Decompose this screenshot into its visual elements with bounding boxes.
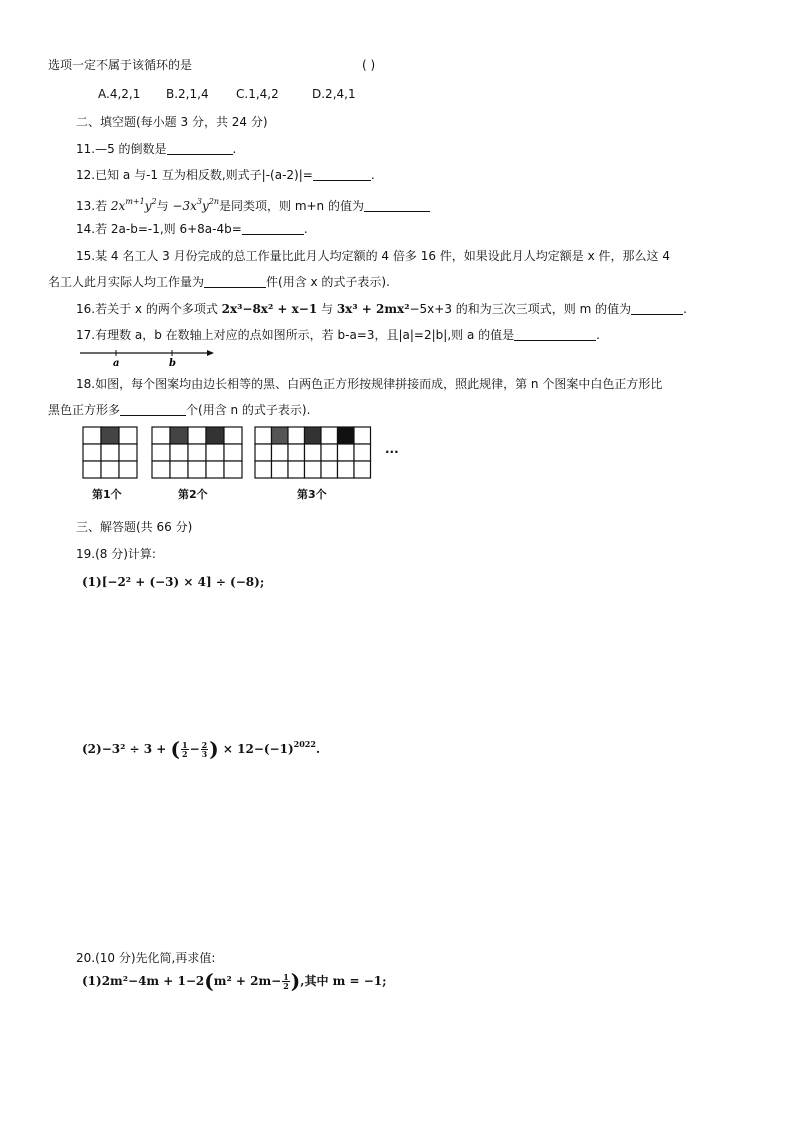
pattern-figure-3 — [254, 426, 372, 480]
q13-term1: $2x^{m+1}y^2$ — [110, 197, 157, 213]
q13-term2: $-3x^3y^{2n}$ — [172, 197, 219, 213]
q18-line1: 18.如图，每个图案均由边长相等的黑、白两色正方形按规律拼接而成，照此规律，第 n 个图案中白色正方形比 — [76, 377, 663, 391]
q15-blank[interactable] — [204, 275, 266, 288]
q16 — [76, 301, 687, 317]
q20-part1-inner: m² + 2m− — [213, 974, 282, 988]
q19-part2-pre: (2)−3² ÷ 3 + — [82, 742, 171, 756]
q19-part2: (2)−3² ÷ 3 + ( $\frac{1}{2}$ − $\frac{2}{3}$ ) × $12-(-1)^{2022}$. — [82, 737, 321, 761]
q16-poly2: 3x³ + 2mx² — [336, 302, 410, 316]
q20-part1-post: ,其中 m = −1; — [300, 974, 387, 988]
q18-blank[interactable] — [120, 403, 186, 416]
pattern-figure-1 — [82, 426, 138, 480]
number-line-arrow — [207, 350, 214, 356]
q17-text: 17.有理数 a，b 在数轴上对应的点如图所示，若 b-a=3，且|a|=2|b|,则 a 的值是 — [76, 328, 515, 342]
q10-answer-paren: ( ) — [362, 58, 376, 72]
q10-option-c: C.1,4,2 — [236, 87, 279, 101]
q19-part2-post: × 12−(−1) — [218, 742, 294, 756]
q11 — [76, 141, 236, 157]
q11-blank[interactable] — [167, 142, 233, 155]
q18-line2a: 黑色正方形多 — [48, 403, 121, 417]
q12-end: . — [370, 168, 375, 182]
q18-line2b: 个(用含 n 的式子表示). — [186, 403, 311, 417]
q10-option-a: A.4,2,1 — [98, 87, 141, 101]
q11-text: 11.—5 的倒数是 — [76, 142, 167, 156]
number-line-label-a: a — [113, 358, 120, 368]
q14-end: . — [303, 222, 308, 236]
q16-poly2-tail: −5x+3 的和为三次三项式，则 m 的值为 — [409, 302, 632, 316]
q19-part1: (1)[−2² + (−3) × 4] ÷ (−8); — [82, 575, 265, 589]
q15-line2a: 名工人此月实际人均工作量为 — [48, 275, 205, 289]
q12 — [76, 167, 375, 183]
section2-title: 二、填空题(每小题 3 分，共 24 分) — [76, 115, 268, 129]
q14 — [76, 221, 308, 237]
number-line-label-b: b — [169, 358, 176, 368]
q12-blank[interactable] — [313, 168, 371, 181]
q13-post: 是同类项，则 m+n 的值为 — [219, 199, 364, 213]
q19-frac2: $\frac{2}{3}$ — [201, 740, 208, 759]
q15-line2 — [48, 274, 390, 290]
q16-poly1: 2x³−8x² + x−1 — [221, 302, 318, 316]
q10-stem: 选项一定不属于该循环的是 — [48, 58, 193, 72]
q16-blank[interactable] — [631, 302, 683, 315]
q13-pre: 13.若 — [76, 199, 111, 213]
q10-option-d: D.2,4,1 — [312, 87, 356, 101]
q19-part2-end: . — [315, 742, 321, 756]
q11-end: . — [232, 142, 237, 156]
q20-frac: $\frac{1}{2}$ — [283, 972, 289, 991]
q20-title: 20.(10 分)先化简,再求值: — [76, 951, 216, 965]
q15-line2b: 件(用含 x 的式子表示). — [266, 275, 390, 289]
q13 — [76, 194, 430, 214]
q17-blank[interactable] — [514, 328, 596, 341]
q17-end: . — [596, 328, 600, 342]
section3-title: 三、解答题(共 66 分) — [76, 520, 193, 534]
q14-blank[interactable] — [242, 222, 304, 235]
q19-exponent: 2022 — [293, 739, 316, 749]
number-line — [80, 348, 214, 368]
q16-mid: 与 — [317, 302, 337, 316]
q19-title: 19.(8 分)计算: — [76, 547, 156, 561]
q19-frac1: $\frac{1}{2}$ — [182, 740, 188, 759]
pattern-caption-1: 第1个 — [92, 488, 122, 501]
pattern-ellipsis: ··· — [385, 445, 399, 459]
q18-line2 — [48, 402, 310, 418]
q16-pre: 16.若关于 x 的两个多项式 — [76, 302, 222, 316]
q15-line1: 15.某 4 名工人 3 月份完成的总工作量比此月人均定额的 4 倍多 16 件，如果设此月人均定额是 x 件，那么这 4 — [76, 249, 670, 263]
q13-mid: 与 — [156, 199, 173, 213]
q14-text: 14.若 2a-b=-1,则 6+8a-4b= — [76, 222, 242, 236]
q20-part1-pre: (1)2m²−4m + 1−2 — [82, 974, 205, 988]
q13-blank[interactable] — [364, 199, 430, 212]
pattern-caption-2: 第2个 — [178, 488, 208, 501]
q20-part1: (1)2m²−4m + 1−2(m² + 2m− $\frac{1}{2}$ ),其中 m = −1; — [82, 969, 387, 993]
pattern-figure-2 — [151, 426, 243, 480]
q10-option-b: B.2,1,4 — [166, 87, 209, 101]
q16-end: . — [683, 302, 687, 316]
pattern-caption-3: 第3个 — [297, 488, 327, 501]
q17 — [76, 327, 600, 343]
q12-text: 12.已知 a 与-1 互为相反数,则式子|-(a-2)|= — [76, 168, 313, 182]
